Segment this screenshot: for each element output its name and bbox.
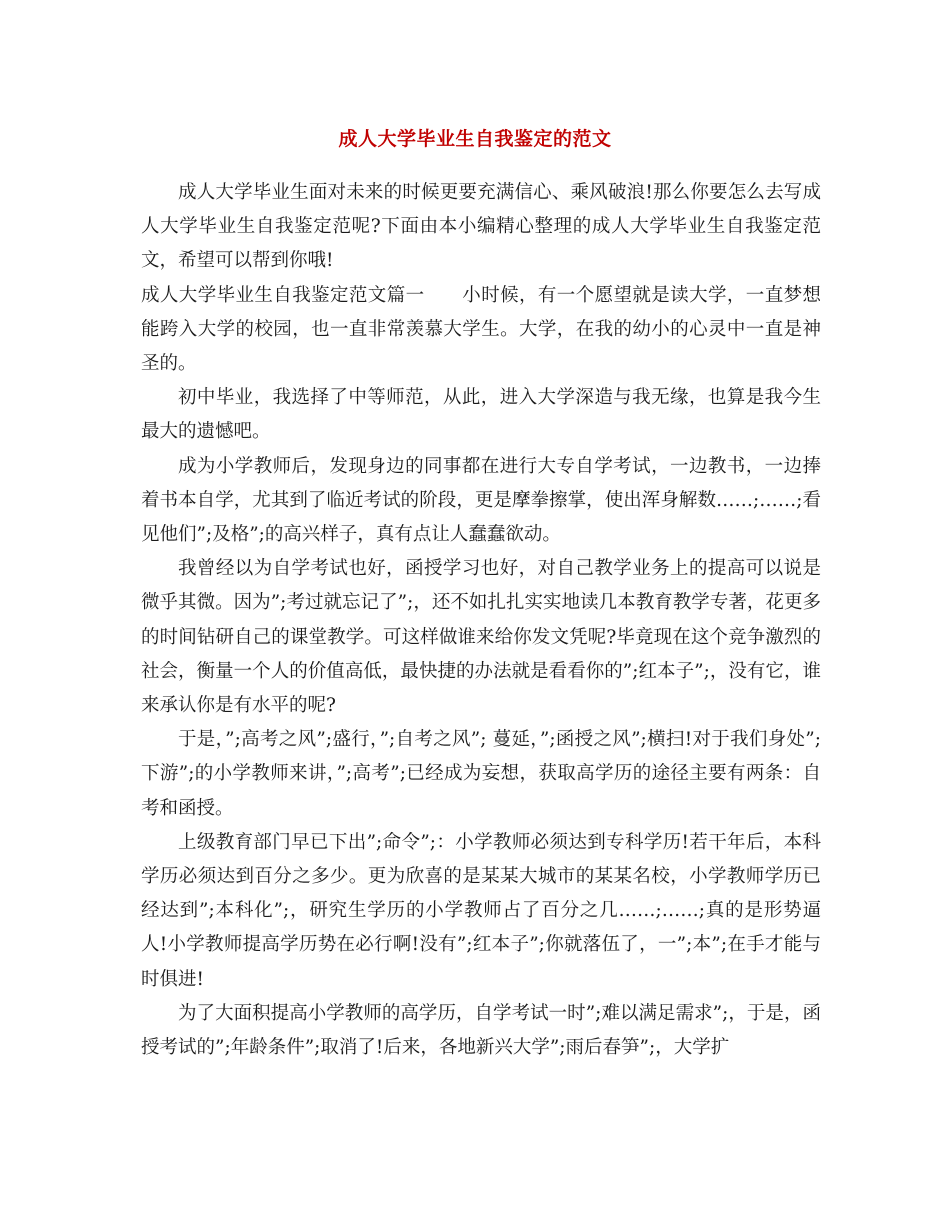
paragraph: 于是，”;高考之风”;盛行，”;自考之风”; 蔓延，”;函授之风”;横扫!对于我们身处”;下游”;的小学教师来讲，”;高考”;已经成为妄想，获取高学历的途径主要有两条：自考和函授。 bbox=[141, 729, 821, 819]
paragraph-intro: 成人大学毕业生面对未来的时候更要充满信心、乘风破浪!那么你要怎么去写成人大学毕业生自我鉴定范呢?下面由本小编精心整理的成人大学毕业生自我鉴定范文，希望可以帮到你哦! bbox=[141, 182, 821, 272]
paragraph-section-one-start: 成人大学毕业生自我鉴定范文篇一 小时候，有一个愿望就是读大学，一直梦想能跨入大学的校园，也一直非常羡慕大学生。大学，在我的幼小的心灵中一直是神圣的。 bbox=[141, 284, 821, 375]
paragraph: 上级教育部门早已下出”;命令”;：小学教师必须达到专科学历!若干年后，本科学历必须达到百分之多少。更为欣喜的是某某大城市的某某名校，小学教师学历已经达到”;本科化”;，研究生学历的小学教师占了百分之几……;……;真的是形势逼人!小学教师提高学历势在必行啊!没有”;红本子”;你就落伍了，一”;本”;在手才能与时俱进! bbox=[141, 831, 821, 990]
document-title: 成人大学毕业生自我鉴定的范文 bbox=[338, 128, 612, 150]
paragraph: 我曾经以为自学考试也好，函授学习也好，对自己教学业务上的提高可以说是微乎其微。因为”;考过就忘记了”;，还不如扎扎实实地读几本教育教学专著，花更多的时间钻研自己的课堂教学。可这样做谁来给你发文凭呢?毕竟现在这个竞争激烈的社会，衡量一个人的价值高低，最快捷的办法就是看看你的”;红本子”;，没有它，谁来承认你是有水平的呢? bbox=[141, 558, 821, 717]
paragraph: 为了大面积提高小学教师的高学历，自学考试一时”;难以满足需求”;，于是，函授考试的”;年龄条件”;取消了!后来，各地新兴大学”;雨后春笋”;，大学扩 bbox=[141, 1002, 821, 1059]
paragraph: 初中毕业，我选择了中等师范，从此，进入大学深造与我无缘，也算是我今生最大的遗憾吧。 bbox=[141, 387, 821, 443]
paragraph: 成为小学教师后，发现身边的同事都在进行大专自学考试，一边教书，一边捧着书本自学，尤其到了临近考试的阶段，更是摩拳擦掌，使出浑身解数……;……;看见他们”;及格”;的高兴样子，真有点让人蠢蠢欲动。 bbox=[141, 455, 821, 546]
document-body bbox=[141, 176, 821, 1065]
